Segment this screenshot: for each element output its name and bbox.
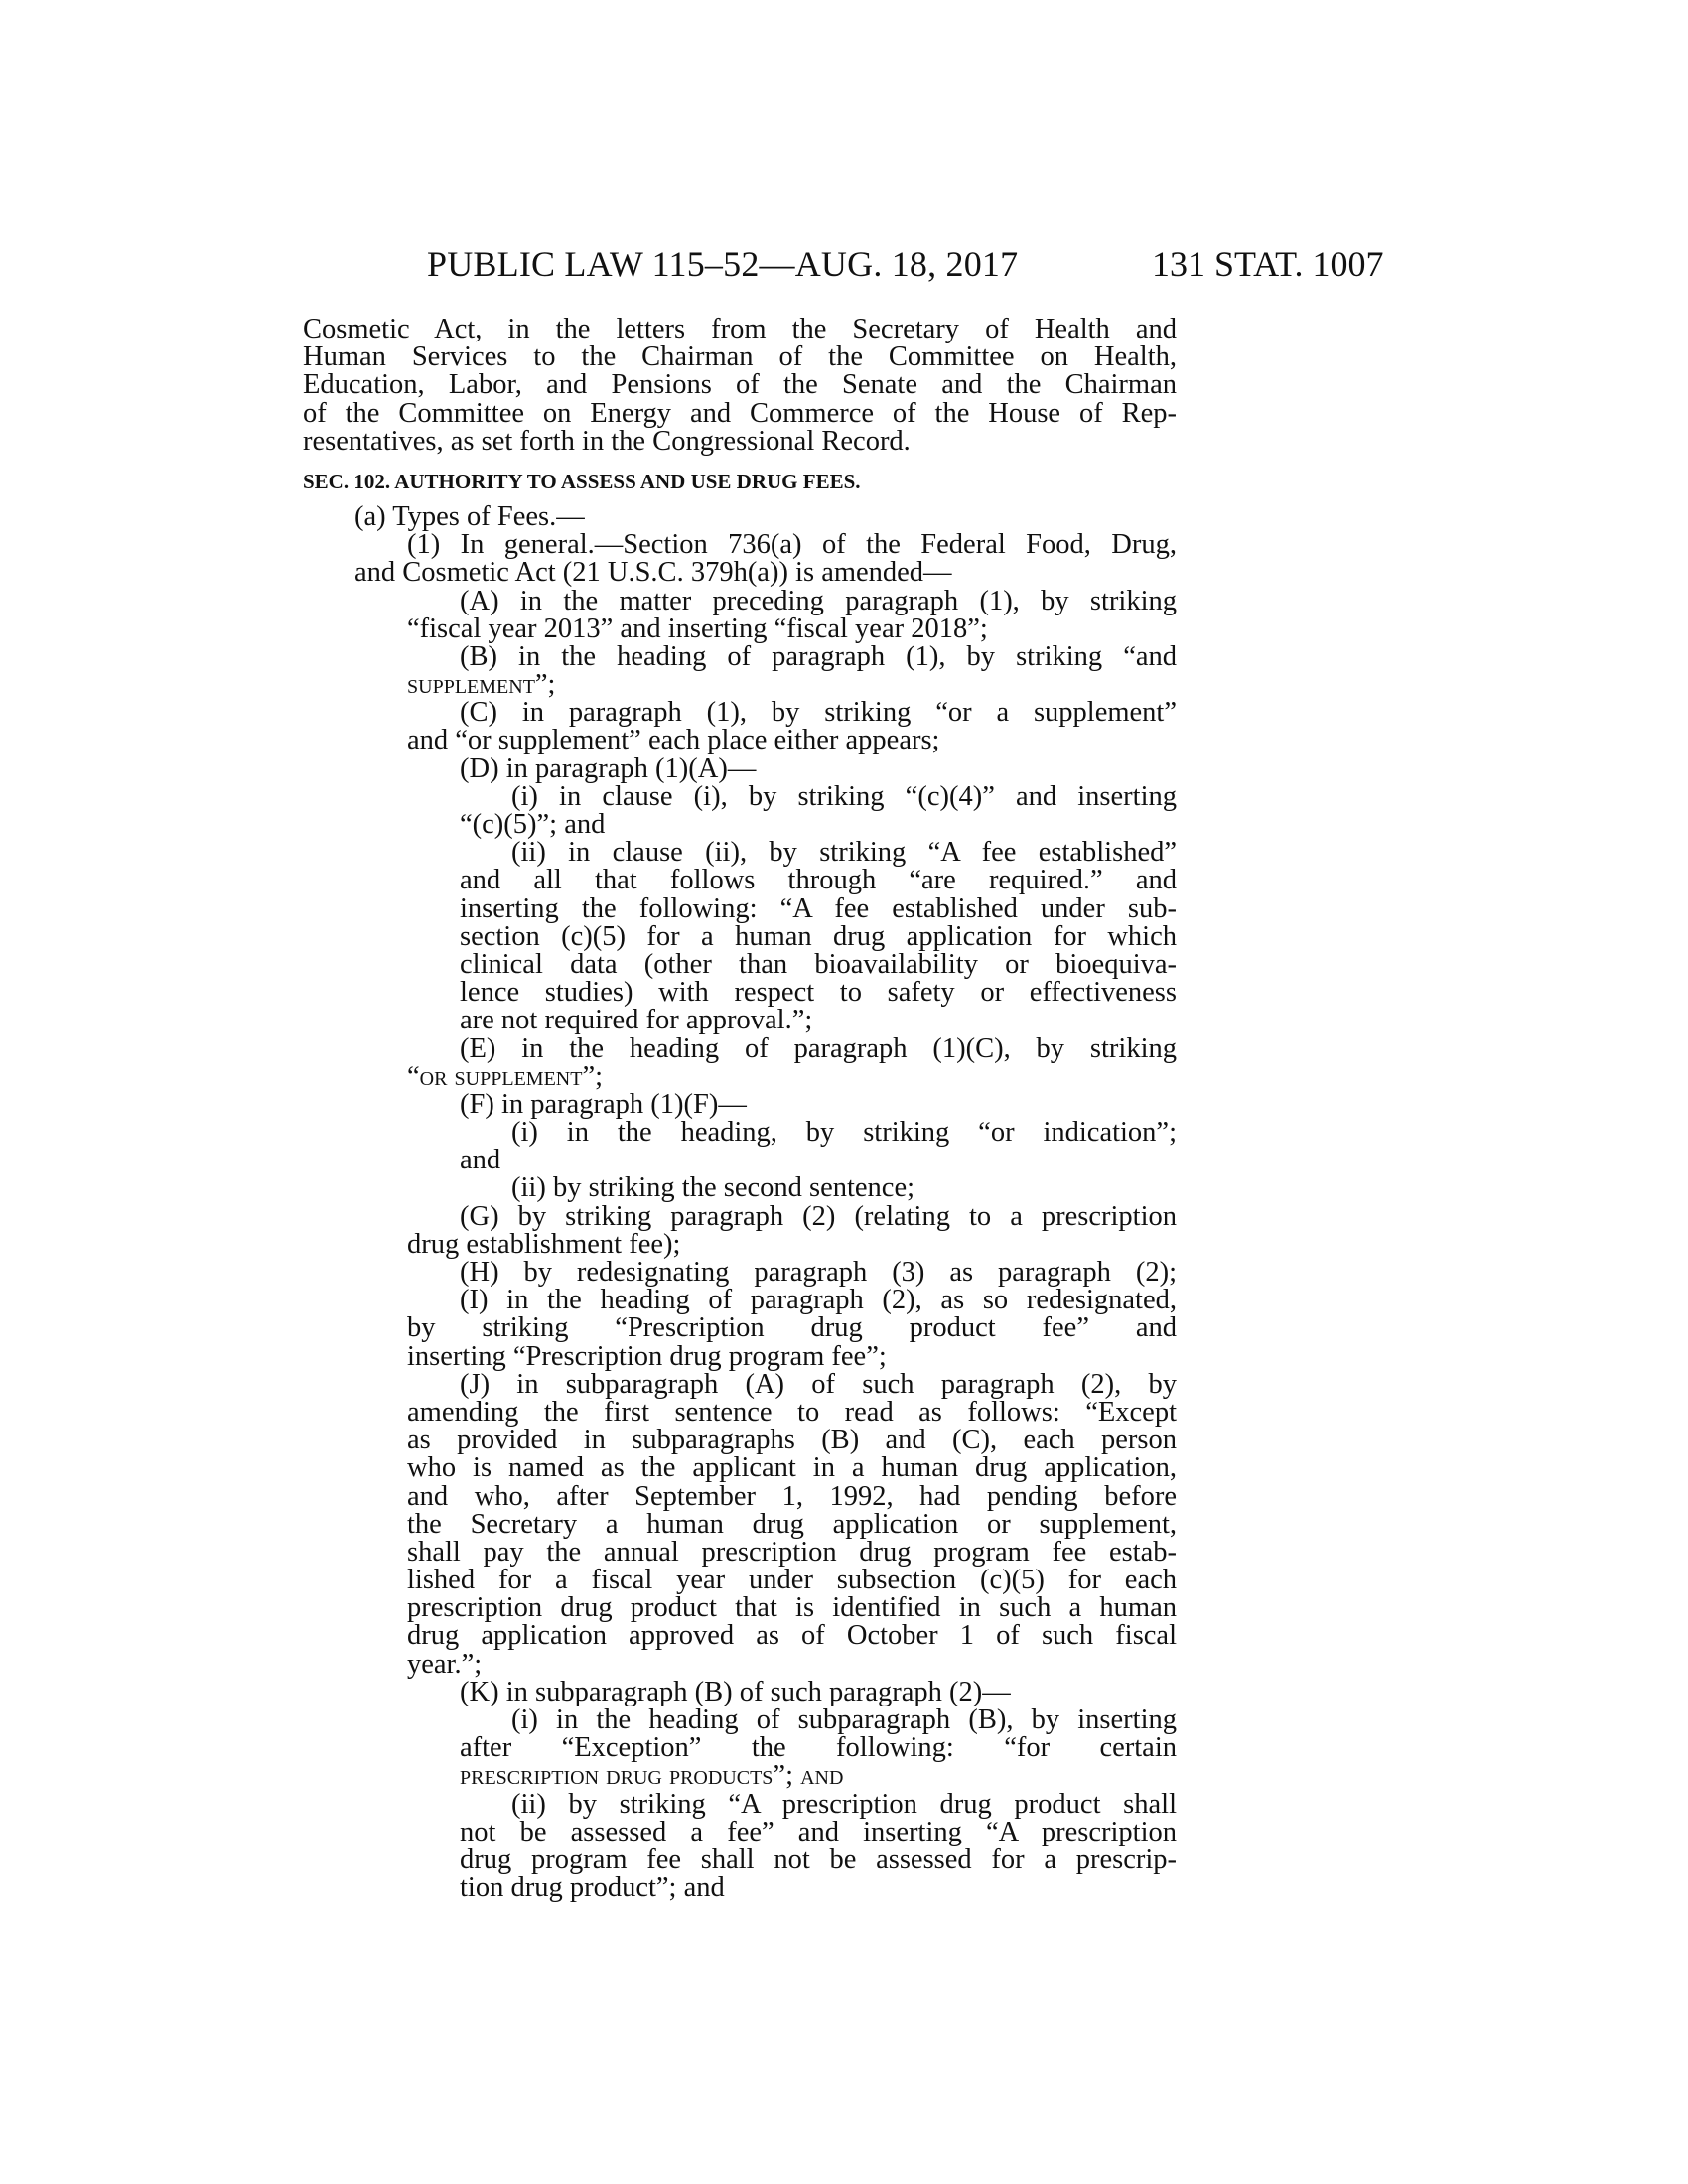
text-line: shall pay the annual prescription drug program fee estab- — [407, 1536, 1177, 1568]
document-body — [303, 316, 1177, 1902]
text-line: (1) In general.—Section 736(a) of the Federal Food, Drug, — [407, 529, 1177, 561]
text-line: and who, after September 1, 1992, had pending before — [407, 1480, 1177, 1512]
text-line: (A) in the matter preceding paragraph (1), by striking — [460, 585, 1177, 616]
text-line: (C) in paragraph (1), by striking “or a supplement” — [460, 697, 1177, 729]
text-line: section (c)(5) for a human drug application for which — [460, 920, 1177, 952]
text-line: prescription drug product that is identified in such a human — [407, 1592, 1177, 1624]
text-line: are not required for approval.”; — [460, 1005, 813, 1036]
text-line: of the Committee on Energy and Commerce of the House of Rep- — [303, 397, 1177, 429]
text-line: prescription drug products”; and — [460, 1760, 844, 1792]
text-line: supplement”; — [407, 669, 556, 701]
text-line: and all that follows through “are required.” and — [460, 865, 1177, 896]
text-line: (ii) by striking the second sentence; — [511, 1172, 915, 1204]
text-line: lence studies) with respect to safety or effectiveness — [460, 977, 1177, 1009]
text-line: inserting the following: “A fee established under sub- — [460, 892, 1177, 924]
text-line: (I) in the heading of paragraph (2), as so redesignated, — [460, 1285, 1177, 1316]
text-line: “(c)(5)”; and — [460, 809, 606, 840]
text-line: (F) in paragraph (1)(F)— — [460, 1088, 747, 1120]
text-line: (B) in the heading of paragraph (1), by striking “and — [460, 640, 1177, 672]
text-line: Human Services to the Chairman of the Committee on Health, — [303, 341, 1177, 373]
text-line: “fiscal year 2013” and inserting “fiscal year 2018”; — [407, 613, 988, 644]
text-line: “or supplement”; — [407, 1060, 604, 1092]
text-line: (i) in the heading of subparagraph (B), by inserting — [511, 1705, 1177, 1735]
public-law-header: PUBLIC LAW 115–52—AUG. 18, 2017 — [427, 244, 1019, 284]
text-line: resentatives, as set forth in the Congressional Record. — [303, 425, 911, 457]
text-line: (i) in clause (i), by striking “(c)(4)” and inserting — [511, 780, 1177, 812]
text-line: Education, Labor, and Pensions of the Senate and the Chairman — [303, 369, 1177, 401]
subsection-heading: (a) Types of Fees.— — [354, 500, 585, 532]
text-line: drug program fee shall not be assessed for a prescrip- — [460, 1843, 1177, 1875]
section-heading: SEC. 102. AUTHORITY TO ASSESS AND USE DRUG FEES. — [303, 469, 861, 493]
text-line: year.”; — [407, 1648, 483, 1680]
text-line: (ii) by striking “A prescription drug product shall — [511, 1788, 1177, 1820]
text-line: by striking “Prescription drug product fee” and — [407, 1312, 1177, 1344]
text-line: who is named as the applicant in a human drug application, — [407, 1452, 1177, 1484]
text-line: drug establishment fee); — [407, 1228, 681, 1260]
text-line: amending the first sentence to read as follows: “Except — [407, 1396, 1177, 1428]
text-line: (D) in paragraph (1)(A)— — [460, 752, 757, 784]
text-line: not be assessed a fee” and inserting “A prescription — [460, 1816, 1177, 1847]
text-line: tion drug product”; and — [460, 1872, 725, 1904]
text-line: (ii) in clause (ii), by striking “A fee established” — [511, 837, 1177, 869]
text-line: Cosmetic Act, in the letters from the Secretary of Health and — [303, 314, 1177, 344]
text-line: (K) in subparagraph (B) of such paragraph (2)— — [460, 1676, 1011, 1707]
text-line: after “Exception” the following: “for certain — [460, 1732, 1177, 1764]
text-line: (J) in subparagraph (A) of such paragraph (2), by — [460, 1368, 1177, 1400]
text-line: drug application approved as of October 1 of such fiscal — [407, 1620, 1177, 1652]
text-line: clinical data (other than bioavailability or bioequiva- — [460, 948, 1177, 980]
text-line: and Cosmetic Act (21 U.S.C. 379h(a)) is amended— — [354, 557, 952, 589]
text-line: and “or supplement” each place either appears; — [407, 725, 940, 756]
text-line: (E) in the heading of paragraph (1)(C), by striking — [460, 1032, 1177, 1064]
text-line: (H) by redesignating paragraph (3) as paragraph (2); — [460, 1257, 1177, 1288]
text-line: (G) by striking paragraph (2) (relating to a prescription — [460, 1200, 1177, 1232]
text-line: the Secretary a human drug application or supplement, — [407, 1508, 1177, 1540]
text-line: and — [460, 1145, 501, 1176]
text-line: as provided in subparagraphs (B) and (C), each person — [407, 1425, 1177, 1456]
text-line: (i) in the heading, by striking “or indication”; — [511, 1117, 1177, 1149]
text-line: lished for a fiscal year under subsection (c)(5) for each — [407, 1565, 1177, 1596]
statute-page-number: 131 STAT. 1007 — [1152, 244, 1384, 284]
text-line: inserting “Prescription drug program fee”; — [407, 1340, 887, 1372]
